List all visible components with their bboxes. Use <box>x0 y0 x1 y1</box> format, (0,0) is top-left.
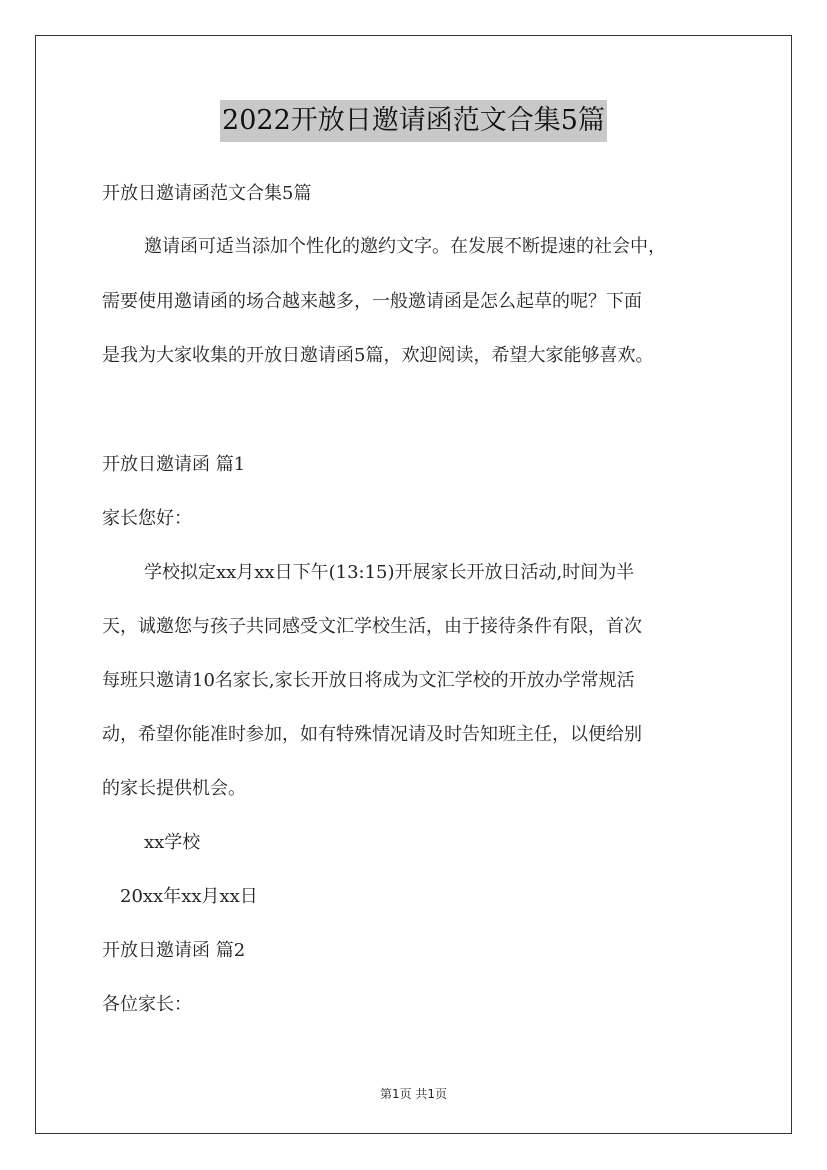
body-line-4: 动，希望你能准时参加，如有特殊情况请及时告知班主任，以便给别 <box>102 724 642 745</box>
greeting-1: 家长您好： <box>102 508 192 529</box>
body-line-2: 天，诚邀您与孩子共同感受文汇学校生活，由于接待条件有限，首次 <box>102 616 642 637</box>
body-line-5: 的家长提供机会。 <box>102 778 246 799</box>
intro-line-2: 需要使用邀请函的场合越来越多，一般邀请函是怎么起草的呢？下面 <box>102 291 642 312</box>
section-heading-2: 开放日邀请函 篇2 <box>102 940 246 961</box>
greeting-2: 各位家长： <box>102 994 192 1015</box>
intro-line-1: 邀请函可适当添加个性化的邀约文字。在发展不断提速的社会中， <box>144 236 666 257</box>
subtitle-line: 开放日邀请函范文合集5篇 <box>102 183 312 204</box>
body-line-1: 学校拟定xx月xx日下午(13:15)开展家长开放日活动,时间为半 <box>144 562 635 583</box>
body-line-3: 每班只邀请10名家长,家长开放日将成为文汇学校的开放办学常规活 <box>102 670 635 691</box>
page-footer: 第1页 共1页 <box>379 1087 448 1101</box>
intro-line-3: 是我为大家收集的开放日邀请函5篇，欢迎阅读，希望大家能够喜欢。 <box>102 345 654 366</box>
title-container <box>0 100 827 142</box>
signature-school: xx学校 <box>144 832 201 853</box>
signature-date: 20xx年xx月xx日 <box>120 886 258 907</box>
document-title: 2022开放日邀请函范文合集5篇 <box>220 100 607 142</box>
section-heading-1: 开放日邀请函 篇1 <box>102 454 246 475</box>
